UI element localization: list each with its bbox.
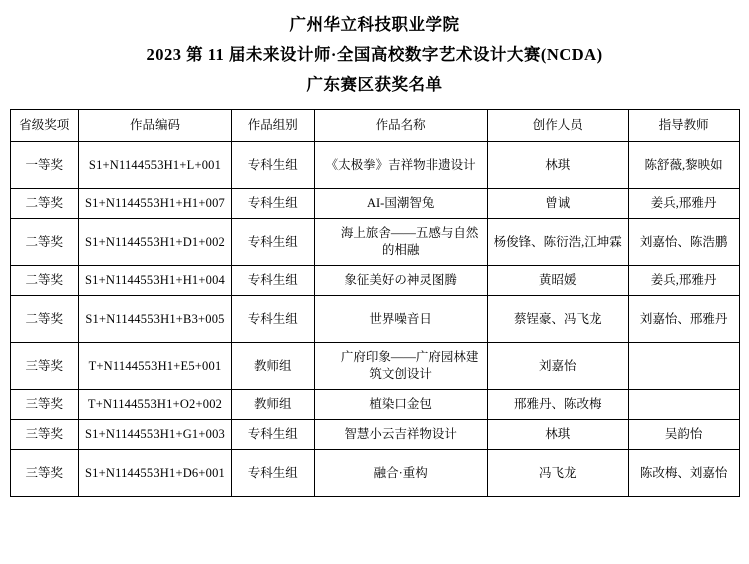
cell-author: 黄昭媛 [487,266,628,296]
cell-prize: 二等奖 [10,296,78,343]
cell-group: 专科生组 [232,266,315,296]
cell-code: S1+N1144553H1+H1+007 [78,189,231,219]
cell-teacher: 陈改梅、刘嘉怡 [628,450,739,497]
table-row [10,450,739,497]
cell-prize: 三等奖 [10,390,78,420]
table-row [10,343,739,390]
cell-author: 冯飞龙 [487,450,628,497]
table-row [10,420,739,450]
cell-prize: 三等奖 [10,343,78,390]
cell-work: AI-国潮智兔 [314,189,487,219]
cell-group: 专科生组 [232,420,315,450]
cell-prize: 二等奖 [10,266,78,296]
cell-teacher: 刘嘉怡、陈浩鹏 [628,219,739,266]
column-header-teacher: 指导教师 [628,110,739,142]
cell-teacher: 姜兵,邢雅丹 [628,189,739,219]
column-header-prize: 省级奖项 [10,110,78,142]
cell-group: 教师组 [232,390,315,420]
cell-author: 曾诚 [487,189,628,219]
table-header-row [10,110,739,142]
cell-teacher [628,390,739,420]
cell-work: 象征美好の神灵图腾 [314,266,487,296]
table-row [10,390,739,420]
cell-teacher [628,343,739,390]
cell-code: S1+N1144553H1+D1+002 [78,219,231,266]
cell-author: 林琪 [487,420,628,450]
cell-work: 植染口金包 [314,390,487,420]
cell-author: 杨俊锋、陈衍浩,江坤霖 [487,219,628,266]
cell-teacher: 姜兵,邢雅丹 [628,266,739,296]
column-header-work: 作品名称 [314,110,487,142]
cell-work: 世界噪音日 [314,296,487,343]
cell-group: 教师组 [232,343,315,390]
cell-author: 刘嘉怡 [487,343,628,390]
cell-work: 智慧小云吉祥物设计 [314,420,487,450]
cell-code: S1+N1144553H1+G1+003 [78,420,231,450]
cell-prize: 三等奖 [10,420,78,450]
table-row [10,189,739,219]
cell-group: 专科生组 [232,296,315,343]
cell-code: S1+N1144553H1+B3+005 [78,296,231,343]
table-row [10,142,739,189]
cell-teacher: 吴韵怡 [628,420,739,450]
title-line-competition: 2023 第 11 届未来设计师·全国高校数字艺术设计大赛(NCDA) [146,45,603,64]
column-header-code: 作品编码 [78,110,231,142]
cell-work: 《太极拳》吉祥物非遗设计 [314,142,487,189]
cell-code: T+N1144553H1+O2+002 [78,390,231,420]
cell-group: 专科生组 [232,219,315,266]
table-row [10,266,739,296]
cell-author: 蔡锃豪、冯飞龙 [487,296,628,343]
document-title-block [0,0,749,100]
cell-teacher: 刘嘉怡、邢雅丹 [628,296,739,343]
cell-prize: 二等奖 [10,219,78,266]
title-line-region: 广东赛区获奖名单 [306,75,443,94]
table-row [10,219,739,266]
cell-author: 邢雅丹、陈改梅 [487,390,628,420]
cell-code: S1+N1144553H1+D6+001 [78,450,231,497]
cell-prize: 三等奖 [10,450,78,497]
cell-work: 融合·重构 [314,450,487,497]
cell-teacher: 陈舒薇,黎映如 [628,142,739,189]
column-header-author: 创作人员 [487,110,628,142]
column-header-group: 作品组别 [232,110,315,142]
award-list-table [10,109,740,497]
cell-prize: 一等奖 [10,142,78,189]
cell-group: 专科生组 [232,142,315,189]
cell-work: 海上旅舍——五感与自然的相融 [314,219,487,266]
table-row [10,296,739,343]
cell-prize: 二等奖 [10,189,78,219]
cell-code: S1+N1144553H1+L+001 [78,142,231,189]
cell-author: 林琪 [487,142,628,189]
cell-code: S1+N1144553H1+H1+004 [78,266,231,296]
cell-group: 专科生组 [232,450,315,497]
cell-group: 专科生组 [232,189,315,219]
cell-code: T+N1144553H1+E5+001 [78,343,231,390]
cell-work: 广府印象——广府园林建筑文创设计 [314,343,487,390]
title-line-school: 广州华立科技职业学院 [289,15,460,34]
